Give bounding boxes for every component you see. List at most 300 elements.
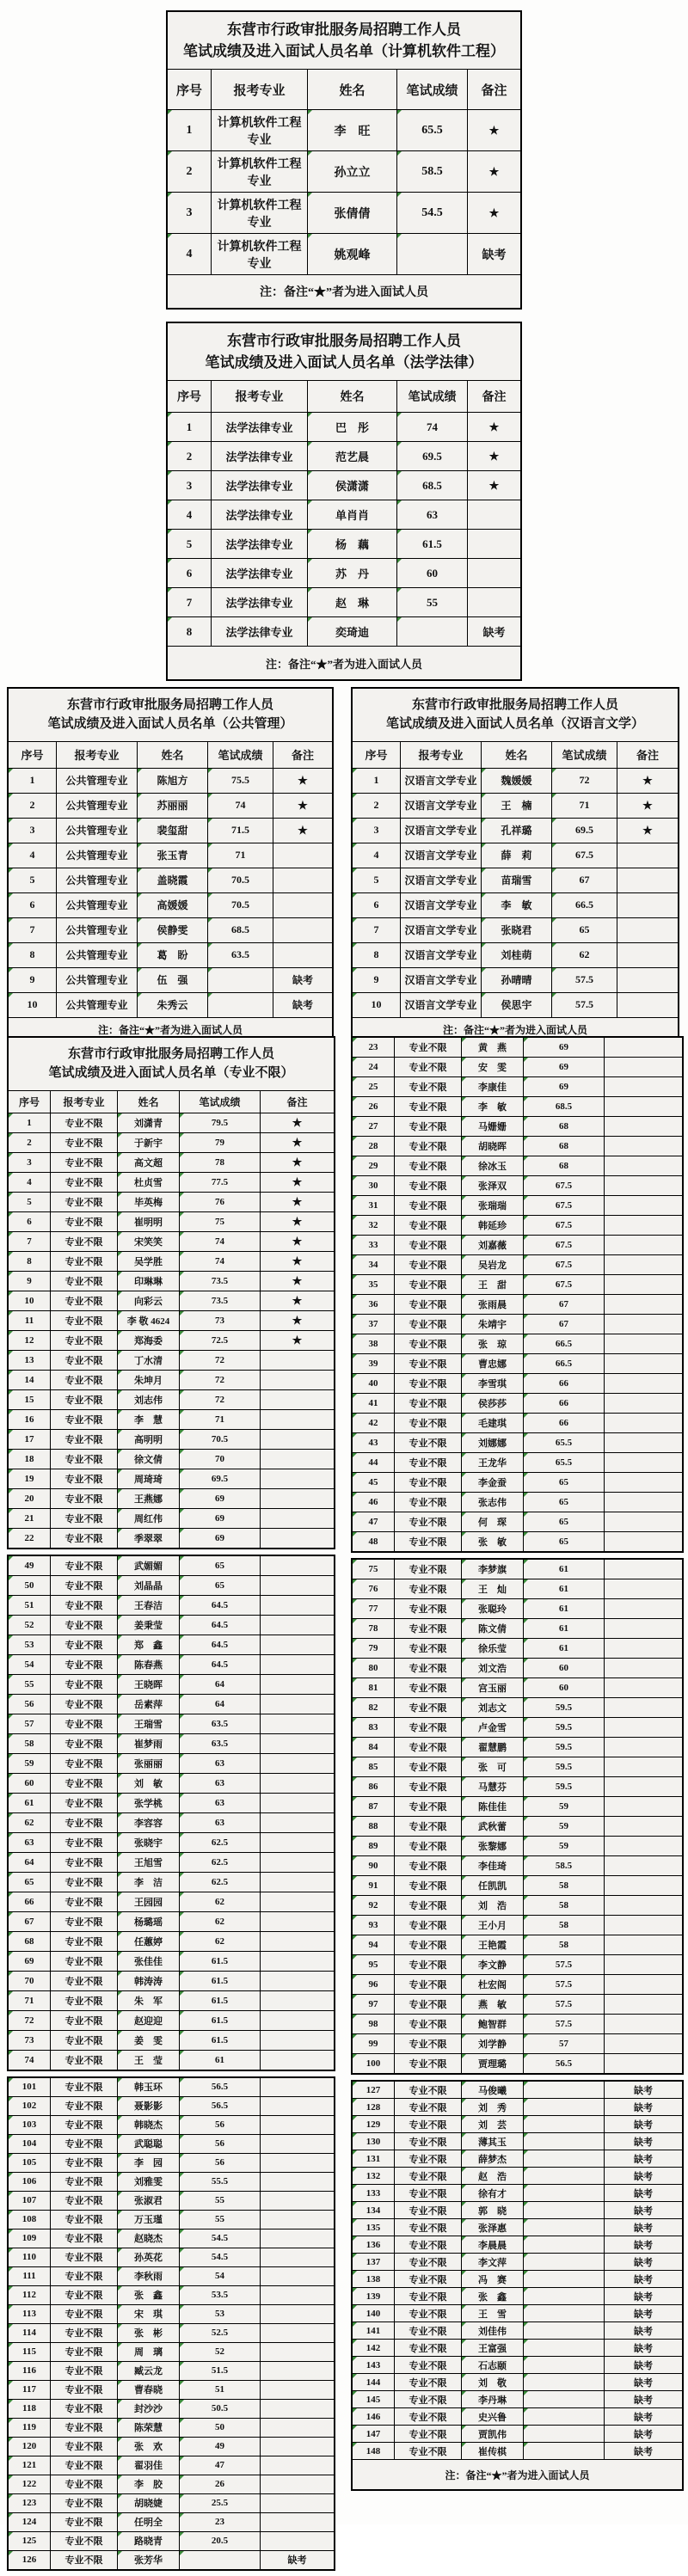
cell-no: 91 [353,1876,394,1895]
cell-major: 汉语言文学专业 [400,968,481,992]
cell-score: 56.5 [179,2097,260,2115]
cell-remark [260,1351,334,1370]
cell-no: 11 [9,1311,50,1330]
table-row [9,2050,334,2070]
cell-major: 专业不限 [50,2267,117,2285]
cell-major: 专业不限 [394,2288,461,2304]
cell-name: 张 欢 [117,2438,179,2456]
table-row [353,1757,682,1776]
cell-name: 李佳琦 [461,1856,523,1875]
cell-score: 68.5 [523,1097,604,1116]
cell-score: 60 [396,559,467,587]
cell-score: 59.5 [523,1698,604,1717]
header-score: 笔试成绩 [179,1091,260,1113]
cell-remark [604,1354,682,1373]
cell-remark [260,2475,334,2493]
cell-no: 32 [353,1216,394,1235]
cell-score: 65 [179,1576,260,1595]
cell-no: 98 [353,2015,394,2033]
cell-score: 67.5 [551,843,617,868]
header-row [9,1091,334,1113]
table-row [9,2078,334,2096]
cell-remark [604,1698,682,1717]
cell-no: 5 [353,868,400,892]
cell-name: 侯思宇 [481,993,551,1017]
cell-no: 63 [9,1833,50,1852]
cell-name: 韩玉环 [117,2078,179,2096]
table-row [9,1753,334,1773]
cell-name: 丁水清 [117,1351,179,1370]
cell-no: 48 [353,1532,394,1551]
cell-name: 任凯凯 [461,1876,523,1895]
cell-score: 61 [523,1560,604,1579]
cell-remark [260,2438,334,2456]
table-row [353,1836,682,1855]
table-law [166,322,522,681]
star-marker: ★ [292,1313,303,1327]
cell-score: 54.5 [179,2229,260,2248]
cell-major: 公共管理专业 [56,968,137,992]
cell-major: 公共管理专业 [56,993,137,1017]
cell-name: 王 莹 [117,2051,179,2070]
star-marker: ★ [292,1273,303,1287]
cell-remark [260,2248,334,2266]
cell-name: 贾凯伟 [461,2426,523,2442]
cell-score: 67.5 [523,1275,604,1294]
cell-remark [260,2031,334,2050]
cell-no: 85 [353,1757,394,1776]
cell-no: 7 [353,918,400,942]
cell-score: 55 [396,588,467,616]
table-row [353,843,678,868]
cell-no: 142 [353,2340,394,2356]
cell-remark [260,1193,334,1211]
cell-remark [260,1714,334,1733]
cell-remark [260,1734,334,1753]
table-note: 注：备注“★”者为进入面试人员 [353,2459,682,2489]
cell-remark [273,893,332,917]
cell-score: 75 [179,1212,260,1231]
table-row [353,1994,682,2014]
cell-no: 67 [9,1912,50,1931]
cell-score: 64 [179,1675,260,1694]
cell-score: 76 [179,1193,260,1211]
table-row [9,2475,334,2493]
cell-name: 苏丽丽 [137,794,207,818]
cell-score: 67.5 [523,1196,604,1215]
header-score: 笔试成绩 [207,742,273,768]
cell-score: 73.5 [179,1291,260,1310]
cell-major: 专业不限 [50,2438,117,2456]
table-row [9,1615,334,1635]
cell-name: 李 洁 [117,1873,179,1892]
star-marker: ★ [292,1333,303,1346]
cell-major: 专业不限 [394,2150,461,2167]
cell-major: 专业不限 [50,2362,117,2380]
cell-major: 专业不限 [394,1856,461,1875]
cell-major: 专业不限 [394,2082,461,2098]
table-row [9,2210,334,2229]
table-row [9,967,332,992]
cell-score: 69 [523,1058,604,1076]
cell-remark [604,1176,682,1195]
cell-score: 64 [179,1695,260,1714]
cell-remark [260,1291,334,1310]
cell-no: 19 [9,1469,50,1488]
cell-name: 苗瑞雪 [481,868,551,892]
star-marker: ★ [488,478,500,492]
cell-score: 69 [179,1529,260,1548]
cell-major: 专业不限 [50,1932,117,1951]
cell-no: 2 [168,151,211,192]
cell-no: 122 [9,2475,50,2493]
table-row [353,1136,682,1156]
cell-major: 专业不限 [50,1133,117,1152]
table-row [9,768,332,793]
cell-no: 128 [353,2099,394,2115]
cell-no: 3 [168,193,211,233]
table-row [353,1512,682,1531]
table-row [353,1697,682,1717]
cell-name: 张 敏 [461,1532,523,1551]
cell-no: 110 [9,2248,50,2266]
cell-score: 68.5 [396,471,467,500]
cell-name: 姜 雯 [117,2031,179,2050]
cell-remark [260,2078,334,2096]
cell-remark [260,1873,334,1892]
cell-score [523,2219,604,2236]
cell-major: 专业不限 [50,1331,117,1350]
table-row [353,1472,682,1492]
cell-major: 专业不限 [394,1176,461,1195]
cell-major: 专业不限 [394,1433,461,1452]
cell-no: 82 [353,1698,394,1717]
cell-remark: 缺考 [604,2082,682,2098]
cell-remark [604,1236,682,1254]
cell-no: 59 [9,1754,50,1773]
table-row [353,1974,682,1994]
cell-remark [260,2324,334,2342]
cell-name: 何 琛 [461,1512,523,1531]
table-row [9,917,332,942]
cell-no: 132 [353,2168,394,2184]
cell-name: 李秋雨 [117,2267,179,2285]
cell-name: 陈春燕 [117,1655,179,1674]
table-title-line2: 笔试成绩及进入面试人员名单（法学法律） [205,353,483,371]
cell-score: 65.5 [523,1453,604,1472]
cell-score: 58 [523,1876,604,1895]
header-remark: 备注 [617,742,678,768]
table-row [9,2550,334,2569]
cell-major: 专业不限 [50,1952,117,1971]
table-row [9,1556,334,1575]
table-row [9,2512,334,2531]
table-row [9,2493,334,2512]
table-row [353,1215,682,1235]
cell-remark: 缺考 [604,2099,682,2115]
cell-score: 68 [523,1117,604,1136]
unlimited-table-block [351,2080,684,2491]
cell-score [523,2254,604,2270]
cell-score [396,617,467,646]
cell-score: 65 [551,918,617,942]
cell-remark [604,1473,682,1492]
cell-remark [260,2513,334,2531]
cell-name: 张晓宇 [117,1833,179,1852]
cell-no: 70 [9,1972,50,1990]
cell-remark: 缺考 [604,2374,682,2390]
cell-score: 53.5 [179,2286,260,2304]
cell-score: 79 [179,1133,260,1152]
table-row [9,1911,334,1931]
cell-score: 69.5 [396,442,467,470]
unlimited-table-block [351,1558,684,2075]
cell-no: 49 [9,1556,50,1575]
cell-no: 100 [353,2054,394,2073]
table-row [353,2150,682,2167]
cell-remark [617,918,678,942]
cell-score: 54.5 [179,2248,260,2266]
cell-remark [604,1453,682,1472]
cell-no: 2 [9,794,56,818]
header-major: 报考专业 [56,742,137,768]
cell-major: 专业不限 [394,1955,461,1974]
cell-no: 17 [9,1430,50,1449]
table-row [353,768,678,793]
cell-major: 专业不限 [394,2357,461,2373]
cell-no: 29 [353,1156,394,1175]
cell-score: 71 [551,794,617,818]
cell-name: 李文静 [461,1955,523,1974]
table-row [168,233,520,274]
cell-score: 69 [179,1489,260,1508]
table-row [353,2184,682,2201]
cell-remark [260,1932,334,1951]
cell-name: 刘娜娜 [461,1433,523,1452]
cell-score [523,2288,604,2304]
cell-no: 51 [9,1596,50,1615]
cell-name: 张 琼 [461,1334,523,1353]
cell-score: 72.5 [179,1331,260,1350]
table-row [353,1057,682,1076]
cell-name: 杨 藕 [307,530,396,558]
cell-no: 8 [9,1252,50,1271]
cell-remark [604,1117,682,1136]
cell-major: 专业不限 [394,1532,461,1551]
cell-major: 专业不限 [50,1635,117,1654]
cell-no: 104 [9,2135,50,2153]
cell-no: 133 [353,2185,394,2201]
table-row [9,1192,334,1211]
cell-no: 57 [9,1714,50,1733]
header-name: 姓名 [481,742,551,768]
cell-score: 65 [523,1512,604,1531]
cell-major: 专业不限 [50,1173,117,1192]
cell-no: 68 [9,1932,50,1951]
cell-major: 专业不限 [394,2015,461,2033]
cell-score: 61.5 [179,1991,260,2010]
cell-no: 96 [353,1975,394,1994]
cell-major: 专业不限 [50,2116,117,2134]
cell-no: 10 [9,1291,50,1310]
cell-score: 54 [179,2267,260,2285]
cell-no: 65 [9,1873,50,1892]
cell-score: 61.5 [179,2031,260,2050]
cell-no: 6 [9,1212,50,1231]
table-unlimited-left-column [7,1036,335,2576]
cell-remark [604,1619,682,1638]
cell-score: 53 [179,2305,260,2323]
cell-score: 74 [179,1232,260,1251]
cell-major: 专业不限 [394,1698,461,1717]
cell-name: 李晨晨 [461,2236,523,2253]
cell-name: 王 灿 [461,1579,523,1598]
table-row [9,2304,334,2323]
cell-name: 石志颐 [461,2357,523,2373]
cell-major: 计算机软件工程专业 [211,110,307,150]
cell-name: 季翠翠 [117,1529,179,1548]
table-title-line1: 东营市行政审批服务局招聘工作人员 [411,698,618,712]
cell-no: 134 [353,2202,394,2218]
cell-no: 140 [353,2305,394,2321]
cell-score [207,968,273,992]
cell-major: 专业不限 [50,1714,117,1733]
cell-major: 专业不限 [50,2419,117,2437]
table-row [353,1776,682,1796]
cell-remark [260,1952,334,1971]
cell-score: 66 [523,1394,604,1413]
cell-no: 72 [9,2011,50,2030]
cell-no: 4 [9,843,56,868]
cell-no: 131 [353,2150,394,2167]
cell-score: 62.5 [179,1833,260,1852]
cell-major: 专业不限 [50,1794,117,1812]
header-row [353,742,678,768]
table-row [9,1389,334,1409]
cell-score: 58.5 [396,151,467,192]
cell-name: 李 园 [117,2154,179,2172]
cell-remark [604,1995,682,2014]
cell-remark [467,588,520,616]
cell-name: 毛建琪 [461,1414,523,1432]
cell-score: 59 [523,1797,604,1816]
cell-no: 124 [9,2513,50,2531]
cell-remark [273,868,332,892]
cell-no: 36 [353,1295,394,1314]
cell-remark [260,2381,334,2399]
cell-major: 专业不限 [50,1232,117,1251]
table-chinese-literature [351,687,679,1044]
cell-score: 73.5 [179,1272,260,1291]
cell-remark [617,893,678,917]
cell-major: 专业不限 [50,2031,117,2050]
cell-no: 39 [353,1354,394,1373]
cell-remark [467,500,520,529]
table-row [9,1449,334,1469]
cell-name: 李梦旗 [461,1560,523,1579]
table-title-line1: 东营市行政审批服务局招聘工作人员 [67,1047,274,1061]
cell-major: 公共管理专业 [56,918,137,942]
cell-name: 任明全 [117,2513,179,2531]
table-row [9,1635,334,1654]
cell-name: 孙英花 [117,2248,179,2266]
cell-major: 公共管理专业 [56,943,137,967]
cell-remark: 缺考 [604,2219,682,2236]
header-name: 姓名 [117,1091,179,1113]
cell-major: 专业不限 [50,1991,117,2010]
cell-name: 吴学胜 [117,1252,179,1271]
cell-no: 62 [9,1813,50,1832]
table-unlimited-right-column [351,1036,684,2496]
table-row [353,2236,682,2253]
cell-name: 任蕙婷 [117,1932,179,1951]
cell-score [523,2426,604,2442]
table-row [353,2339,682,2356]
cell-name: 孙晴晴 [481,968,551,992]
cell-no: 5 [168,530,211,558]
cell-major: 专业不限 [394,1512,461,1531]
table-row [9,1291,334,1310]
cell-no: 27 [353,1117,394,1136]
star-marker: ★ [292,1194,303,1208]
cell-score: 69.5 [551,819,617,843]
cell-score: 56 [179,2135,260,2153]
table-row [353,1796,682,1816]
cell-no: 89 [353,1837,394,1855]
cell-no: 129 [353,2116,394,2132]
cell-major: 专业不限 [50,1774,117,1793]
cell-remark [467,442,520,470]
cell-score: 59 [523,1817,604,1836]
cell-major: 专业不限 [394,2185,461,2201]
table-row [9,1271,334,1291]
cell-remark [604,1777,682,1796]
cell-remark: 缺考 [604,2254,682,2270]
table-row [353,1393,682,1413]
cell-remark [604,1896,682,1915]
cell-major: 法学法律专业 [211,471,307,500]
cell-remark [260,2267,334,2285]
cell-no: 120 [9,2438,50,2456]
cell-name: 高媛媛 [137,893,207,917]
star-marker: ★ [642,773,653,787]
cell-major: 专业不限 [394,2426,461,2442]
cell-major: 专业不限 [50,1153,117,1172]
table-row [9,2134,334,2153]
cell-remark [273,794,332,818]
table-row [9,1931,334,1951]
cell-score: 51 [179,2381,260,2399]
cell-major: 专业不限 [394,1473,461,1492]
cell-major: 专业不限 [50,2513,117,2531]
cell-major: 专业不限 [50,1813,117,1832]
table-row [9,2229,334,2248]
cell-no: 79 [353,1639,394,1658]
cell-name: 侯潇潇 [307,471,396,500]
table-row [9,2010,334,2030]
cell-remark [604,1394,682,1413]
cell-score [523,2357,604,2373]
cell-no: 78 [353,1619,394,1638]
cell-name: 张芳华 [117,2551,179,2569]
cell-name: 王富强 [461,2340,523,2356]
cell-remark [260,1469,334,1488]
star-marker: ★ [292,1234,303,1248]
table-row [9,843,332,868]
table-row [9,2285,334,2304]
cell-score: 67.5 [523,1236,604,1254]
cell-score: 70 [179,1450,260,1469]
